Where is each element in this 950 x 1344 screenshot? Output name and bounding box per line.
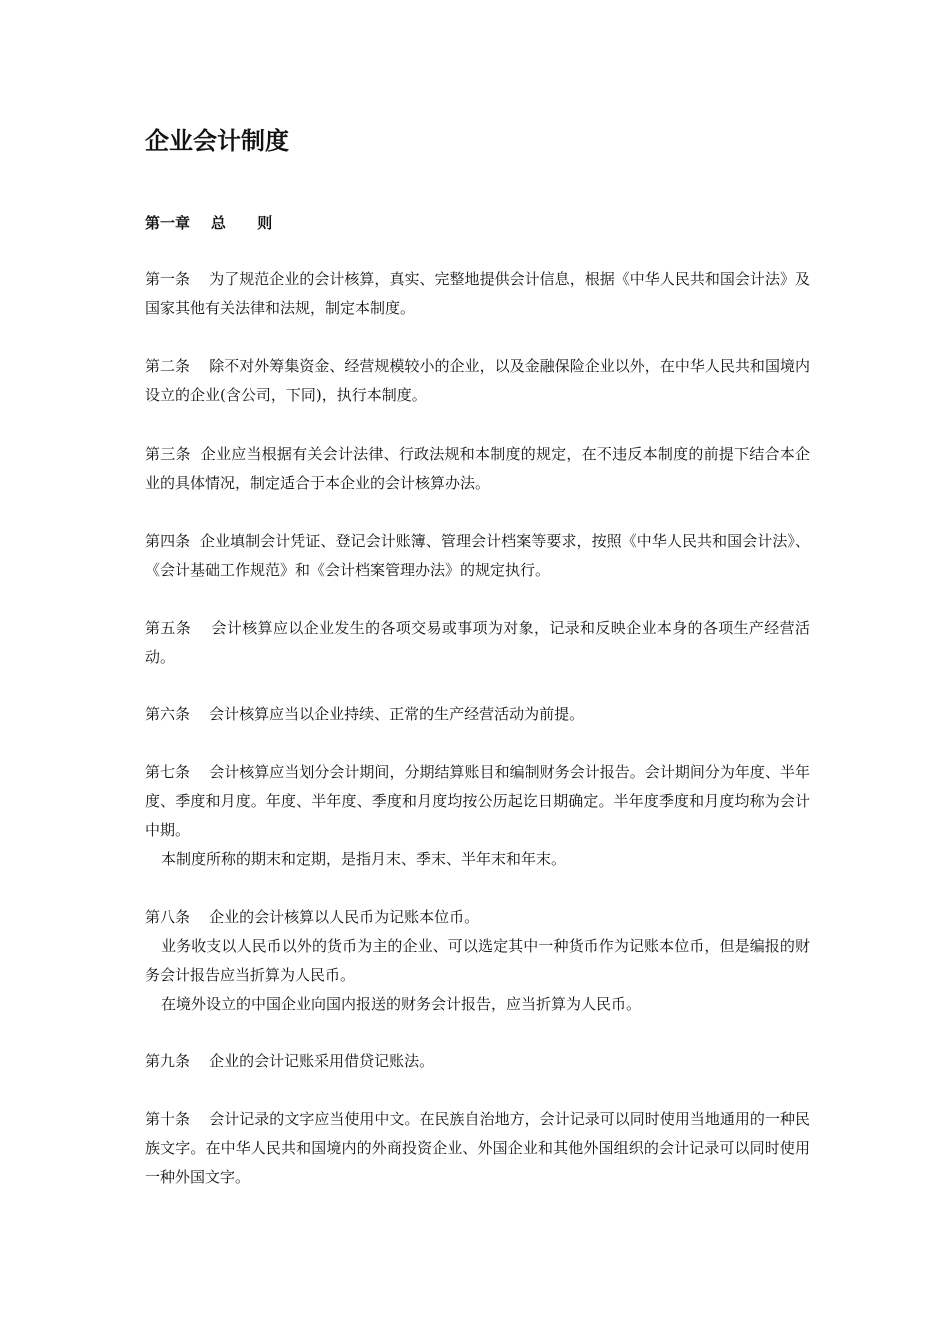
article-label: 第六条 bbox=[145, 705, 210, 723]
article-paragraph bbox=[145, 903, 810, 932]
article-label: 第九条 bbox=[145, 1052, 210, 1070]
article-paragraph bbox=[145, 1047, 810, 1076]
article-subparagraph: 在境外设立的中国企业向国内报送的财务会计报告，应当折算为人民币。 bbox=[161, 995, 642, 1013]
article-paragraph bbox=[145, 527, 810, 585]
article-paragraph bbox=[145, 700, 810, 729]
article-label: 第四条 bbox=[145, 532, 200, 550]
article-3 bbox=[145, 440, 810, 498]
article-text: 会计核算应当以企业持续、正常的生产经营活动为前提。 bbox=[209, 705, 585, 723]
article-paragraph bbox=[145, 614, 810, 672]
article-label: 第三条 bbox=[145, 445, 201, 463]
article-label: 第一条 bbox=[145, 270, 210, 288]
article-label: 第八条 bbox=[145, 908, 210, 926]
article-paragraph bbox=[145, 758, 810, 845]
article-8 bbox=[145, 903, 810, 1019]
article-text: 为了规范企业的会计核算，真实、完整地提供会计信息，根据《中华人民共和国会计法》及国家其他有关法律和法规，制定本制度。 bbox=[145, 270, 810, 317]
article-paragraph bbox=[145, 352, 810, 410]
article-paragraph bbox=[145, 440, 810, 498]
article-label: 第二条 bbox=[145, 357, 210, 375]
article-label: 第十条 bbox=[145, 1110, 210, 1128]
chapter-heading: 第一章 总 则 bbox=[145, 214, 273, 232]
article-4 bbox=[145, 527, 810, 585]
article-paragraph bbox=[145, 265, 810, 323]
article-text: 会计核算应当划分会计期间，分期结算账目和编制财务会计报告。会计期间分为年度、半年度、季度和月度。年度、半年度、季度和月度均按公历起讫日期确定。半年度季度和月度均称为会计中期。 bbox=[145, 763, 810, 839]
article-5 bbox=[145, 614, 810, 672]
document-title: 企业会计制度 bbox=[145, 127, 289, 155]
article-subparagraph: 业务收支以人民币以外的货币为主的企业、可以选定其中一种货币作为记账本位币，但是编报的财务会计报告应当折算为人民币。 bbox=[145, 937, 810, 984]
article-text: 除不对外筹集资金、经营规模较小的企业，以及金融保险企业以外，在中华人民共和国境内设立的企业(含公司，下同)，执行本制度。 bbox=[145, 357, 810, 404]
article-text: 企业填制会计凭证、登记会计账簿、管理会计档案等要求，按照《中华人民共和国会计法》、《会计基础工作规范》和《会计档案管理办法》的规定执行。 bbox=[145, 532, 810, 579]
article-7 bbox=[145, 758, 810, 874]
article-1 bbox=[145, 265, 810, 323]
article-10 bbox=[145, 1105, 810, 1192]
article-2 bbox=[145, 352, 810, 410]
article-9 bbox=[145, 1047, 810, 1076]
article-text: 企业的会计核算以人民币为记账本位币。 bbox=[209, 908, 480, 926]
article-paragraph bbox=[145, 1105, 810, 1192]
article-text: 企业的会计记账采用借贷记账法。 bbox=[209, 1052, 435, 1070]
article-text: 会计核算应以企业发生的各项交易或事项为对象，记录和反映企业本身的各项生产经营活动。 bbox=[145, 619, 810, 666]
article-subparagraph: 本制度所称的期末和定期，是指月末、季末、半年末和年末。 bbox=[161, 850, 567, 868]
article-text: 会计记录的文字应当使用中文。在民族自治地方，会计记录可以同时使用当地通用的一种民族文字。在中华人民共和国境内的外商投资企业、外国企业和其他外国组织的会计记录可以同时使用一种外国文字。 bbox=[145, 1110, 810, 1186]
article-label: 第七条 bbox=[145, 763, 210, 781]
article-text: 企业应当根据有关会计法律、行政法规和本制度的规定，在不违反本制度的前提下结合本企业的具体情况，制定适合于本企业的会计核算办法。 bbox=[145, 445, 810, 492]
article-6 bbox=[145, 700, 810, 729]
article-label: 第五条 bbox=[145, 619, 212, 637]
